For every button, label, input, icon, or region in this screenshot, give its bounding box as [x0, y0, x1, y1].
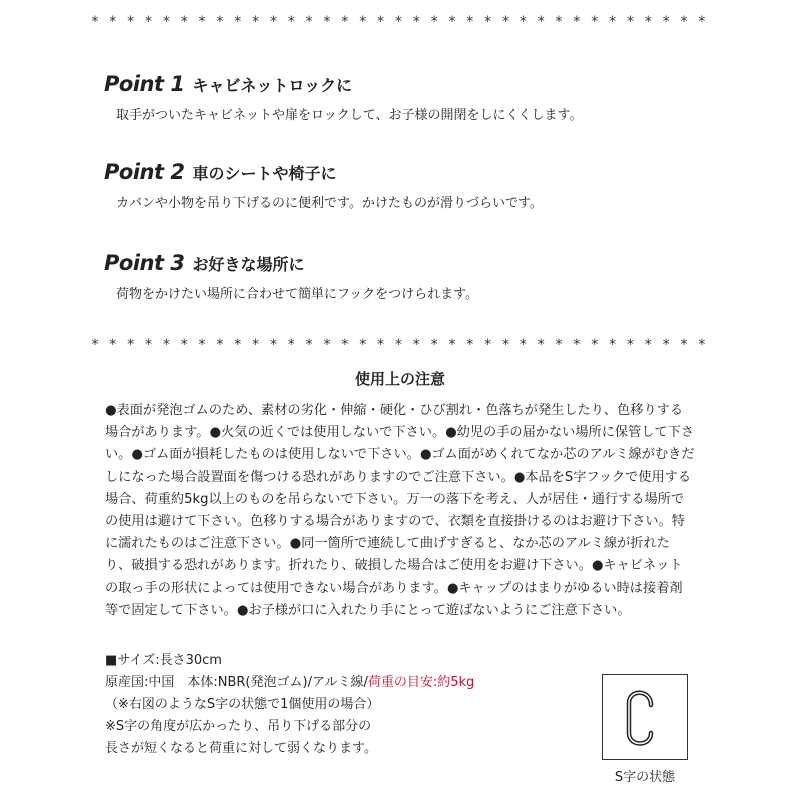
s-hook-figure: [602, 674, 688, 760]
spec-origin-text: 原産国:中国 本体:NBR(発泡ゴム)/アルミ線/: [105, 675, 368, 690]
spec-size: ■サイズ:長さ30cm: [105, 653, 222, 668]
point-3-label: Point 3: [104, 251, 185, 275]
s-hook-icon: [603, 675, 686, 758]
point-3-desc: 荷物をかけたい場所に合わせて簡単にフックをつけられます。: [116, 287, 479, 302]
point-1: [104, 72, 582, 123]
point-2-label: Point 2: [104, 160, 185, 184]
point-2: [104, 160, 543, 211]
point-1-title: キャビネットロックに: [192, 76, 353, 95]
point-3-title: お好きな場所に: [192, 255, 305, 274]
notes-body: ●表面が発泡ゴムのため、素材の劣化・伸縮・硬化・ひび割れ・色落ちが発生したり、色移りする場合があります。●火気の近くでは使用しないで下さい。●幼児の手の届かない場所に保管して下さい。●ゴム面が損耗したものは使用しないで下さい。●ゴム面がめくれてなか芯のアルミ線がむきだしになった場合設置面を傷つける恐れがありますのでご注意下さい。●本品をS字フックで使用する場合、荷重約5kg以上のものを吊らないで下さい。万一の落下を考え、人が居住・通行する場所での使用は避けて下さい。色移りする場合がありますので、衣類を直接掛けるのはお避け下さい。特に濡れたものはご注意下さい。●同一箇所で連続して曲げすぎると、なか芯のアルミ線が折れたり、破損する恐れがあります。折れたり、破損した場合はご使用をお避け下さい。●キャビネットの取っ手の形状によっては使用できない場合があります。●キャップのはまりがゆるい時は接着剤等で固定して下さい。●お子様が口に入れたり手にとって遊ばないようにご注意下さい。: [105, 403, 695, 618]
notes-title: 使用上の注意: [354, 370, 445, 388]
s-hook-caption: S字の状態: [614, 770, 676, 785]
spec-note-2: ※S字の角度が広かったり、吊り下げる部分の: [105, 719, 372, 734]
point-2-title: 車のシートや椅子に: [192, 164, 337, 183]
spec-note-1: （※右図のようなS字の状態で1個使用の場合）: [105, 697, 380, 712]
spec-load: 荷重の目安:約5kg: [367, 675, 475, 690]
point-1-desc: 取手がついたキャビネットや扉をロックして、お子様の開閉をしにくくします。: [116, 108, 583, 123]
spec-origin-material: [105, 672, 474, 694]
middle-divider: * * * * * * * * * * * * * * * * * * * * * * * * * * * * * * * * * * *: [91, 337, 709, 353]
point-3: [104, 251, 478, 302]
point-1-label: Point 1: [104, 72, 185, 96]
top-divider: * * * * * * * * * * * * * * * * * * * * * * * * * * * * * * * * * * *: [91, 14, 709, 30]
point-2-desc: カバンや小物を吊り下げるのに便利です。かけたものが滑りづらいです。: [116, 196, 543, 211]
spec-note-3: 長さが短くなると荷重に対して弱くなります。: [105, 741, 377, 756]
